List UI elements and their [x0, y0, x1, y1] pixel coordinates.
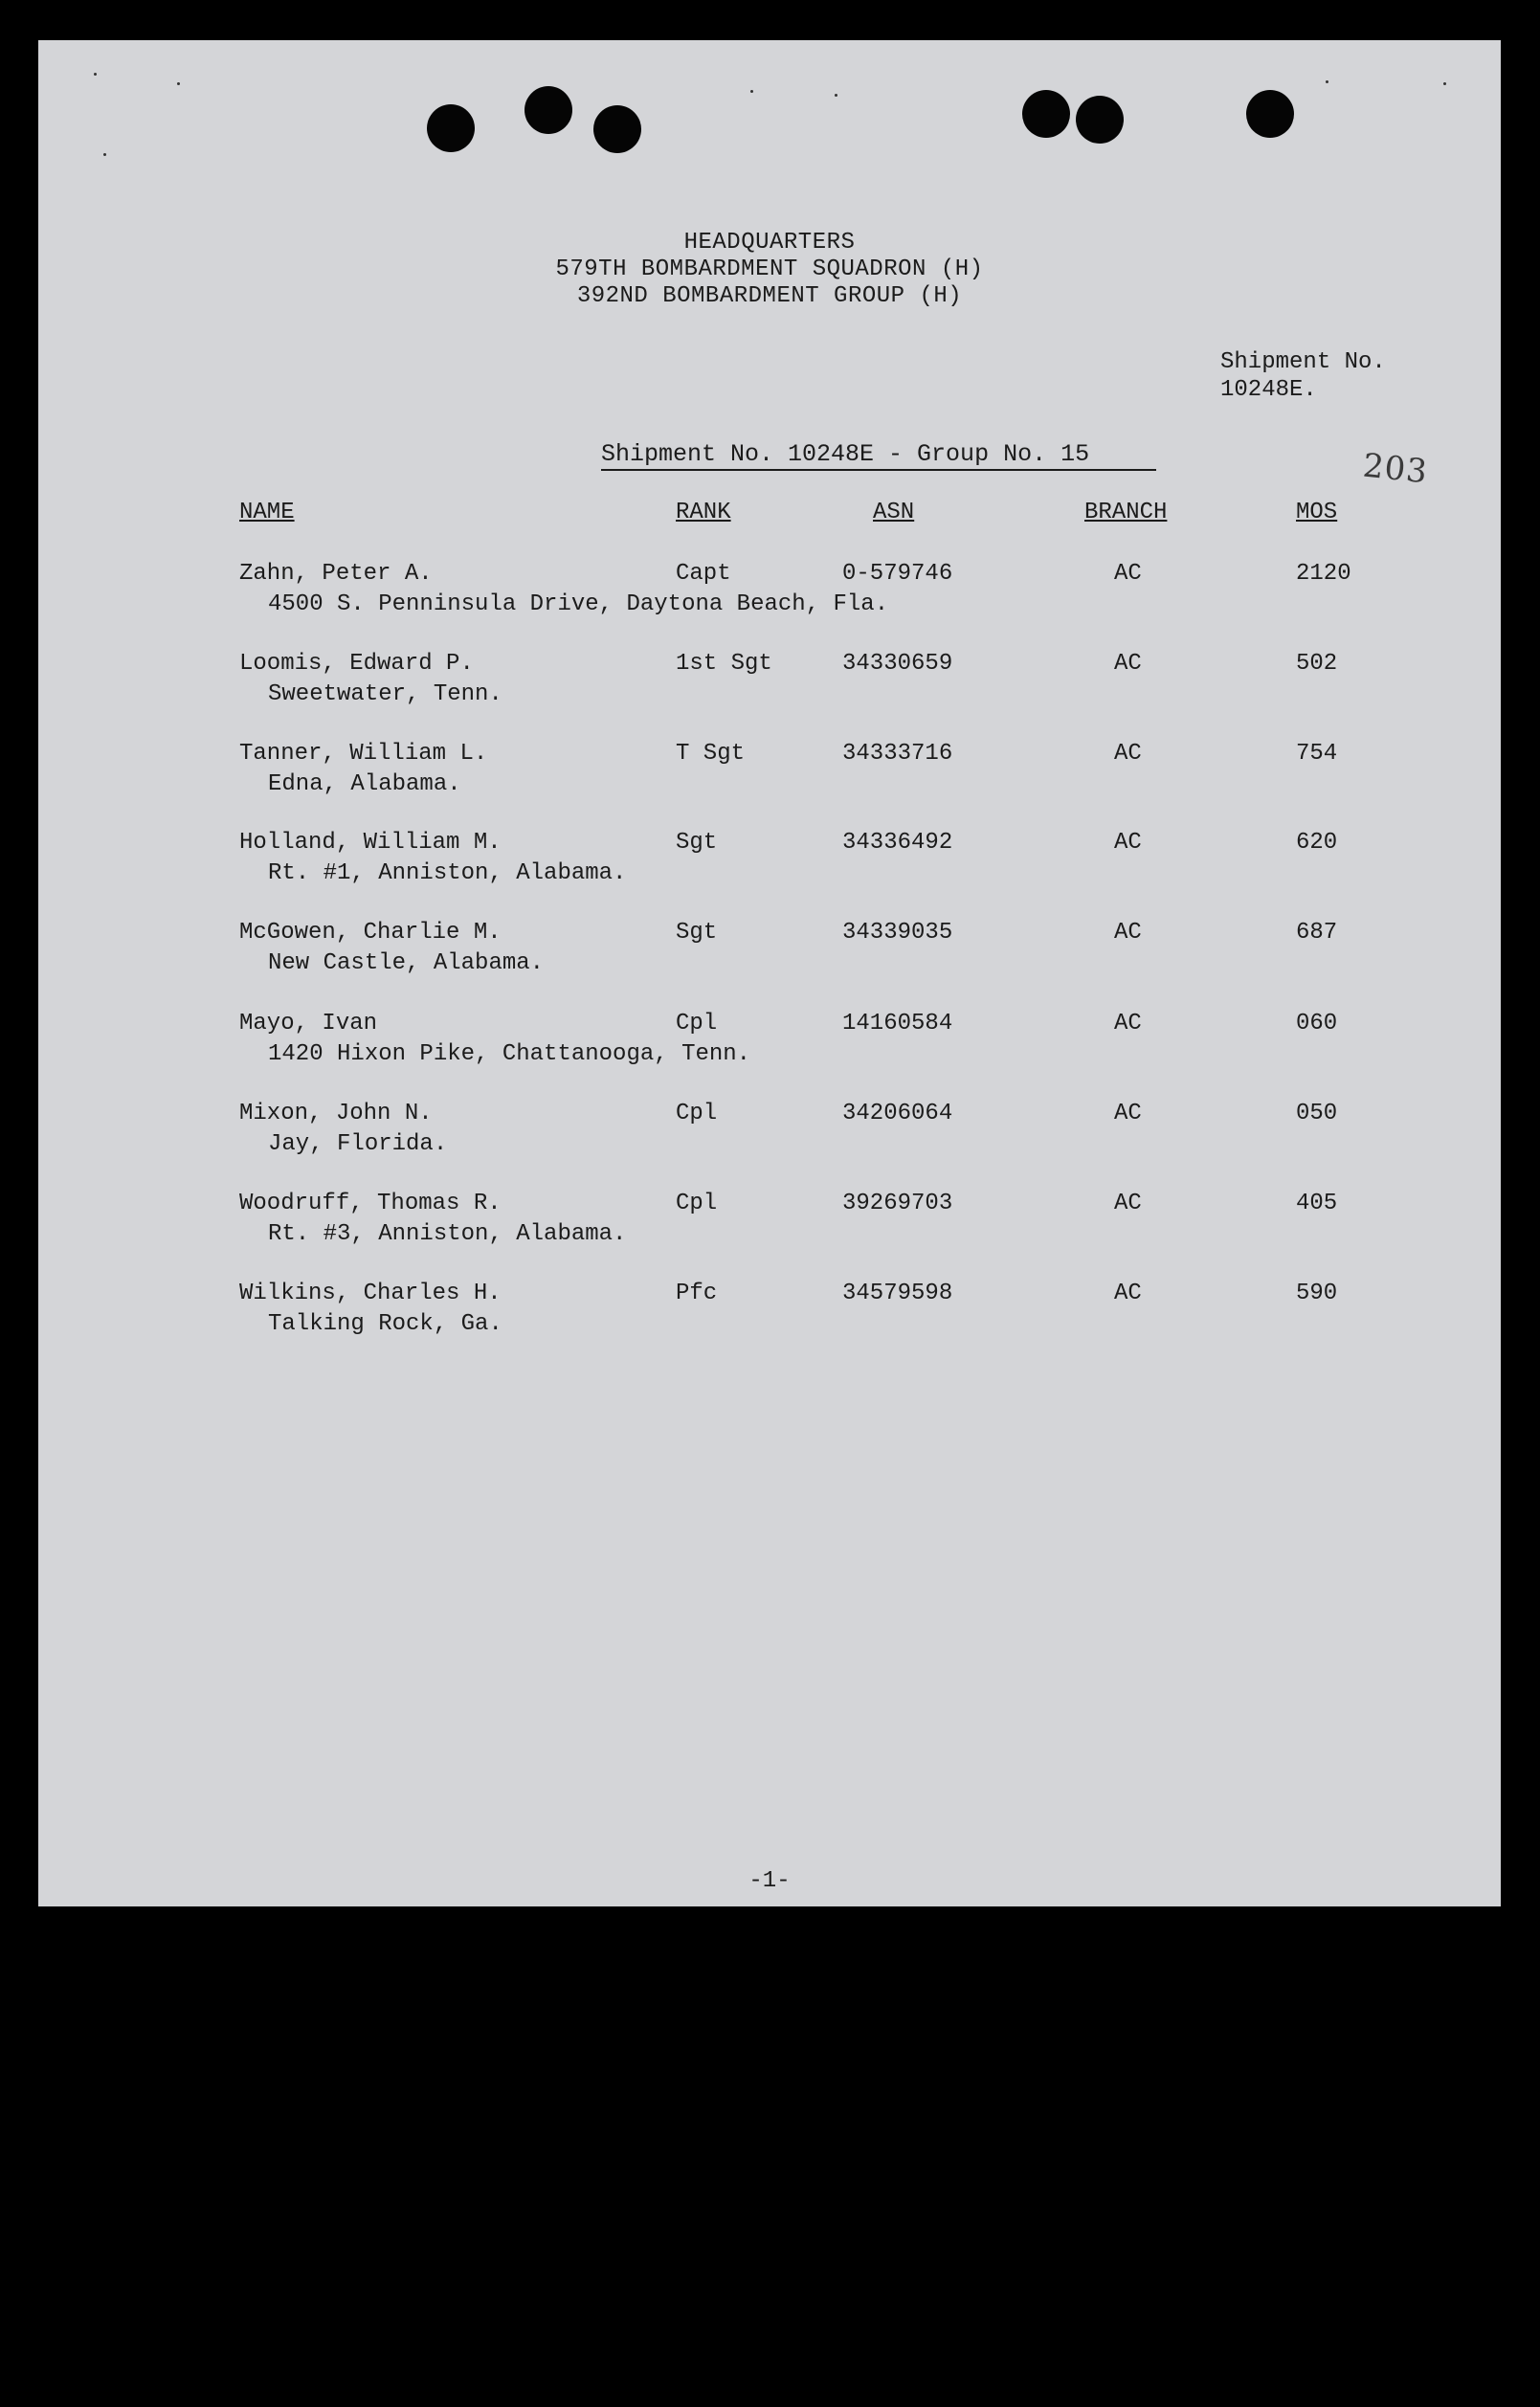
document-page — [38, 40, 1501, 1906]
roster-row — [38, 1009, 1501, 1076]
row-branch: AC — [1114, 1281, 1142, 1306]
roster-row — [38, 828, 1501, 895]
letterhead-line-1: HEADQUARTERS — [683, 230, 856, 256]
row-branch: AC — [1114, 830, 1142, 856]
column-header-name: NAME — [239, 500, 295, 525]
row-mos: 620 — [1296, 830, 1338, 856]
column-header-mos: MOS — [1296, 500, 1338, 525]
speck — [103, 153, 106, 156]
row-rank: Capt — [676, 561, 731, 587]
row-branch: AC — [1114, 651, 1142, 677]
row-name: Mixon, John N. — [239, 1101, 433, 1126]
row-address: Jay, Florida. — [268, 1131, 448, 1157]
row-mos: 590 — [1296, 1281, 1338, 1306]
roster-row — [38, 918, 1501, 985]
column-header-branch: BRANCH — [1084, 500, 1168, 525]
row-rank: Cpl — [676, 1101, 718, 1126]
roster-row — [38, 559, 1501, 626]
speck — [1443, 82, 1446, 85]
row-address: Rt. #3, Anniston, Alabama. — [268, 1221, 627, 1247]
shipment-reference-label: Shipment No. — [1220, 349, 1386, 375]
row-mos: 050 — [1296, 1101, 1338, 1126]
punch-hole — [427, 104, 475, 152]
row-rank: Sgt — [676, 830, 718, 856]
punch-hole — [524, 86, 572, 134]
speck — [1326, 80, 1328, 83]
page-number: -1- — [748, 1868, 791, 1894]
row-address: Rt. #1, Anniston, Alabama. — [268, 860, 627, 886]
row-asn: 34206064 — [842, 1101, 953, 1126]
row-rank: T Sgt — [676, 741, 746, 767]
row-mos: 754 — [1296, 741, 1338, 767]
row-name: Wilkins, Charles H. — [239, 1281, 502, 1306]
row-mos: 502 — [1296, 651, 1338, 677]
row-address: New Castle, Alabama. — [268, 950, 545, 976]
row-rank: Pfc — [676, 1281, 718, 1306]
row-address: Talking Rock, Ga. — [268, 1311, 502, 1337]
row-rank: 1st Sgt — [676, 651, 772, 677]
row-name: McGowen, Charlie M. — [239, 920, 502, 946]
row-mos: 2120 — [1296, 561, 1351, 587]
row-name: Tanner, William L. — [239, 741, 488, 767]
row-address: 4500 S. Penninsula Drive, Daytona Beach, Fla. — [268, 591, 889, 617]
row-mos: 687 — [1296, 920, 1338, 946]
row-name: Woodruff, Thomas R. — [239, 1191, 502, 1216]
row-branch: AC — [1114, 741, 1142, 767]
stamped-number: 203 — [1361, 446, 1430, 492]
row-branch: AC — [1114, 1191, 1142, 1216]
punch-hole — [593, 105, 641, 153]
row-branch: AC — [1114, 920, 1142, 946]
speck — [835, 94, 837, 97]
letterhead — [38, 230, 1501, 310]
punch-hole — [1246, 90, 1294, 138]
punch-hole — [1022, 90, 1070, 138]
row-address: Sweetwater, Tenn. — [268, 681, 502, 707]
row-asn: 39269703 — [842, 1191, 953, 1216]
shipment-reference — [1220, 348, 1386, 404]
row-rank: Cpl — [676, 1011, 718, 1036]
letterhead-line-2: 579TH BOMBARDMENT SQUADRON (H) — [555, 256, 984, 282]
row-mos: 060 — [1296, 1011, 1338, 1036]
row-asn: 34330659 — [842, 651, 953, 677]
row-asn: 14160584 — [842, 1011, 953, 1036]
row-address: 1420 Hixon Pike, Chattanooga, Tenn. — [268, 1041, 751, 1067]
roster-row — [38, 1279, 1501, 1346]
row-rank: Cpl — [676, 1191, 718, 1216]
roster-row — [38, 649, 1501, 716]
row-name: Loomis, Edward P. — [239, 651, 474, 677]
roster-row — [38, 1189, 1501, 1256]
row-name: Holland, William M. — [239, 830, 502, 856]
row-asn: 0-579746 — [842, 561, 953, 587]
row-asn: 34333716 — [842, 741, 953, 767]
row-asn: 34336492 — [842, 830, 953, 856]
column-header-rank: RANK — [676, 500, 731, 525]
row-asn: 34339035 — [842, 920, 953, 946]
letterhead-line-3: 392ND BOMBARDMENT GROUP (H) — [576, 283, 963, 309]
speck — [750, 90, 753, 93]
punch-hole — [1076, 96, 1124, 144]
row-name: Mayo, Ivan — [239, 1011, 378, 1036]
row-branch: AC — [1114, 1011, 1142, 1036]
row-rank: Sgt — [676, 920, 718, 946]
shipment-reference-number: 10248E. — [1220, 377, 1317, 403]
row-name: Zahn, Peter A. — [239, 561, 433, 587]
row-asn: 34579598 — [842, 1281, 953, 1306]
row-address: Edna, Alabama. — [268, 771, 461, 797]
row-branch: AC — [1114, 1101, 1142, 1126]
roster-row — [38, 1099, 1501, 1166]
column-header-asn: ASN — [873, 500, 915, 525]
speck — [177, 82, 180, 85]
group-line: Shipment No. 10248E - Group No. 15 — [601, 440, 1156, 471]
speck — [94, 73, 97, 76]
row-mos: 405 — [1296, 1191, 1338, 1216]
roster-row — [38, 739, 1501, 806]
row-branch: AC — [1114, 561, 1142, 587]
